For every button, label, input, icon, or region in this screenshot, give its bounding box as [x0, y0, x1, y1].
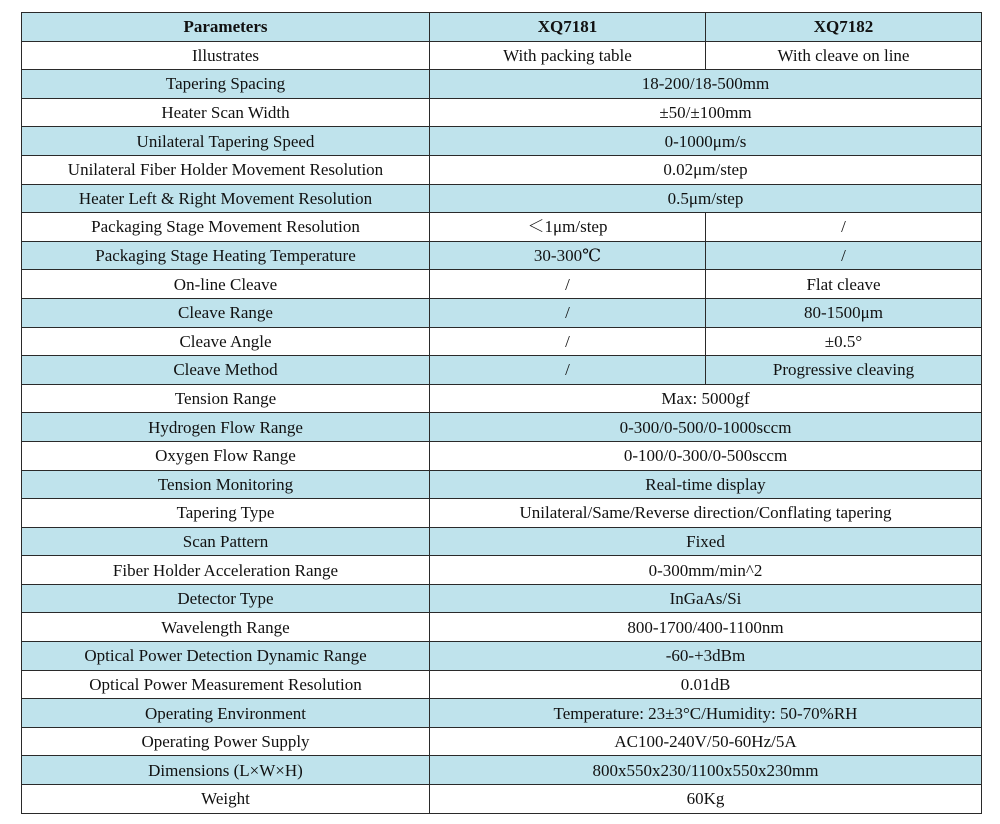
row-value-model-2: /	[706, 241, 982, 270]
row-label: Tapering Type	[22, 499, 430, 528]
table-row	[22, 584, 982, 613]
row-value-model-1: /	[430, 298, 706, 327]
row-label: Optical Power Detection Dynamic Range	[22, 642, 430, 671]
table-row	[22, 356, 982, 385]
table-row	[22, 127, 982, 156]
row-label: Cleave Angle	[22, 327, 430, 356]
row-value-model-2: With cleave on line	[706, 41, 982, 70]
row-value-shared: 0.02μm/step	[430, 155, 982, 184]
table-row	[22, 98, 982, 127]
row-label: Unilateral Tapering Speed	[22, 127, 430, 156]
row-label: Scan Pattern	[22, 527, 430, 556]
row-label: Packaging Stage Heating Temperature	[22, 241, 430, 270]
row-value-shared: 0-1000μm/s	[430, 127, 982, 156]
row-value-shared: 800-1700/400-1100nm	[430, 613, 982, 642]
row-label: On-line Cleave	[22, 270, 430, 299]
table-row	[22, 699, 982, 728]
row-value-shared: 0-100/0-300/0-500sccm	[430, 441, 982, 470]
row-value-model-1: 30-300℃	[430, 241, 706, 270]
row-value-model-1: With packing table	[430, 41, 706, 70]
row-label: Oxygen Flow Range	[22, 441, 430, 470]
row-label: Weight	[22, 785, 430, 814]
table-row	[22, 155, 982, 184]
row-label: Wavelength Range	[22, 613, 430, 642]
row-value-shared: Unilateral/Same/Reverse direction/Conflating tapering	[430, 499, 982, 528]
row-label: Heater Scan Width	[22, 98, 430, 127]
table-row	[22, 785, 982, 814]
spec-body	[22, 41, 982, 813]
table-row	[22, 527, 982, 556]
row-label: Fiber Holder Acceleration Range	[22, 556, 430, 585]
table-row	[22, 727, 982, 756]
table-row	[22, 70, 982, 99]
table-row	[22, 41, 982, 70]
row-label: Packaging Stage Movement Resolution	[22, 213, 430, 242]
table-row	[22, 241, 982, 270]
row-label: Unilateral Fiber Holder Movement Resolution	[22, 155, 430, 184]
row-value-model-1: ＜1μm/step	[430, 213, 706, 242]
header-row	[22, 13, 982, 42]
row-value-shared: 0-300/0-500/0-1000sccm	[430, 413, 982, 442]
header-model-2: XQ7182	[706, 13, 982, 42]
row-label: Optical Power Measurement Resolution	[22, 670, 430, 699]
table-row	[22, 213, 982, 242]
row-label: Operating Power Supply	[22, 727, 430, 756]
row-label: Detector Type	[22, 584, 430, 613]
row-label: Heater Left & Right Movement Resolution	[22, 184, 430, 213]
row-value-model-1: /	[430, 327, 706, 356]
row-value-shared: ±50/±100mm	[430, 98, 982, 127]
header-model-1: XQ7181	[430, 13, 706, 42]
row-label: Cleave Range	[22, 298, 430, 327]
table-row	[22, 270, 982, 299]
row-value-shared: AC100-240V/50-60Hz/5A	[430, 727, 982, 756]
row-value-model-2: Progressive cleaving	[706, 356, 982, 385]
header-parameters: Parameters	[22, 13, 430, 42]
table-row	[22, 556, 982, 585]
row-value-model-2: ±0.5°	[706, 327, 982, 356]
row-value-shared: 18-200/18-500mm	[430, 70, 982, 99]
row-value-shared: 60Kg	[430, 785, 982, 814]
row-value-shared: InGaAs/Si	[430, 584, 982, 613]
table-row	[22, 670, 982, 699]
row-label: Tension Range	[22, 384, 430, 413]
row-value-shared: Real-time display	[430, 470, 982, 499]
row-value-shared: 800x550x230/1100x550x230mm	[430, 756, 982, 785]
row-label: Dimensions (L×W×H)	[22, 756, 430, 785]
table-row	[22, 384, 982, 413]
row-value-model-2: Flat cleave	[706, 270, 982, 299]
row-label: Hydrogen Flow Range	[22, 413, 430, 442]
table-row	[22, 413, 982, 442]
row-label: Tapering Spacing	[22, 70, 430, 99]
table-row	[22, 441, 982, 470]
spec-table	[21, 12, 982, 814]
row-value-shared: 0.5μm/step	[430, 184, 982, 213]
row-value-model-1: /	[430, 270, 706, 299]
table-row	[22, 499, 982, 528]
row-label: Illustrates	[22, 41, 430, 70]
row-value-model-1: /	[430, 356, 706, 385]
table-row	[22, 642, 982, 671]
row-label: Operating Environment	[22, 699, 430, 728]
row-value-shared: -60-+3dBm	[430, 642, 982, 671]
row-value-model-2: /	[706, 213, 982, 242]
row-value-shared: 0.01dB	[430, 670, 982, 699]
table-row	[22, 327, 982, 356]
row-label: Cleave Method	[22, 356, 430, 385]
row-value-shared: Temperature: 23±3°C/Humidity: 50-70%RH	[430, 699, 982, 728]
row-value-shared: Fixed	[430, 527, 982, 556]
row-value-shared: Max: 5000gf	[430, 384, 982, 413]
table-row	[22, 756, 982, 785]
table-row	[22, 298, 982, 327]
table-row	[22, 470, 982, 499]
table-row	[22, 184, 982, 213]
table-row	[22, 613, 982, 642]
row-value-shared: 0-300mm/min^2	[430, 556, 982, 585]
row-label: Tension Monitoring	[22, 470, 430, 499]
row-value-model-2: 80-1500μm	[706, 298, 982, 327]
